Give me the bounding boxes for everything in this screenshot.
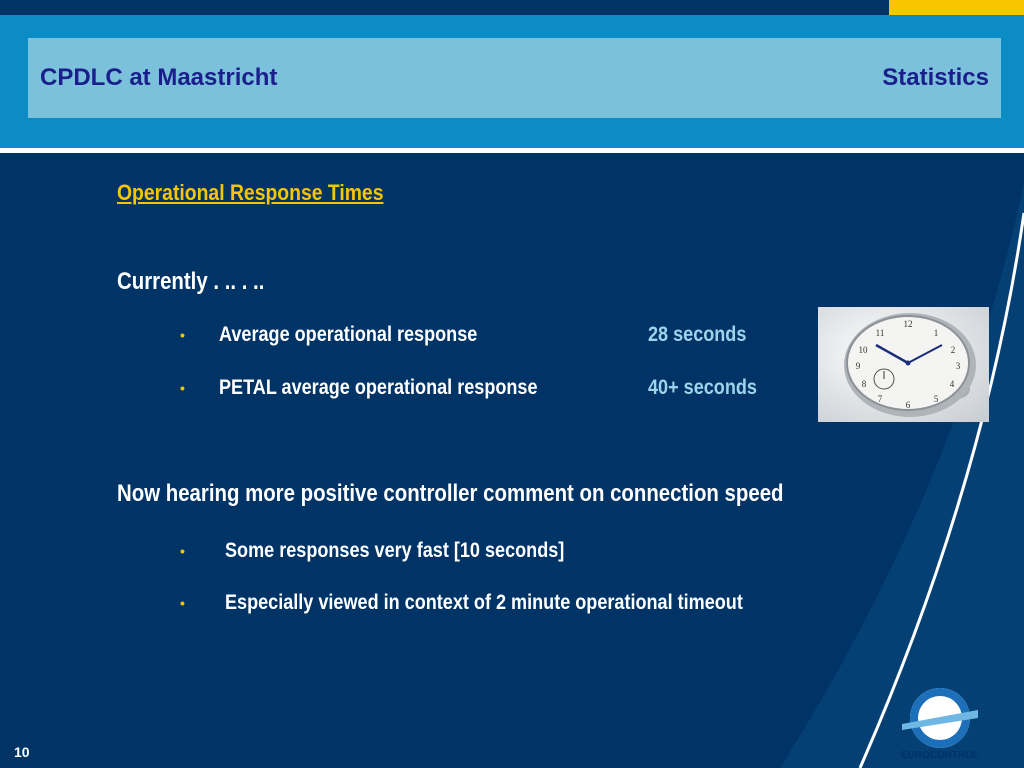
gold-accent-block bbox=[889, 0, 1024, 15]
logo-text: EUROCONTROL bbox=[900, 750, 980, 761]
list-item-label: Average operational response bbox=[219, 323, 478, 346]
pocket-watch-image bbox=[818, 307, 989, 422]
svg-text:10: 10 bbox=[858, 345, 868, 355]
list-item-label: PETAL average operational response bbox=[219, 376, 538, 399]
eurocontrol-logo-icon bbox=[888, 682, 992, 748]
svg-text:2: 2 bbox=[950, 345, 956, 355]
list-item-label: Especially viewed in context of 2 minute operational timeout bbox=[225, 591, 743, 614]
controller-comment-lead: Now hearing more positive controller comment on connection speed bbox=[117, 480, 784, 507]
bullet-icon: • bbox=[180, 543, 185, 559]
pocket-watch-icon bbox=[818, 307, 989, 422]
bullet-icon: • bbox=[180, 380, 185, 396]
section-heading: Operational Response Times bbox=[117, 180, 384, 205]
svg-text:6: 6 bbox=[905, 400, 911, 410]
svg-text:5: 5 bbox=[933, 394, 939, 404]
bullet-icon: • bbox=[180, 327, 185, 343]
list-item-value: 28 seconds bbox=[648, 323, 747, 346]
svg-text:11: 11 bbox=[875, 328, 885, 338]
top-strip bbox=[0, 0, 1024, 15]
list-item-label: Some responses very fast [10 seconds] bbox=[225, 539, 565, 562]
slide-section-title: Statistics bbox=[882, 64, 989, 91]
svg-text:9: 9 bbox=[855, 361, 861, 371]
svg-text:3: 3 bbox=[955, 361, 961, 371]
slide-title: CPDLC at Maastricht bbox=[40, 64, 278, 91]
decorative-curve bbox=[0, 153, 1024, 768]
title-box bbox=[28, 38, 1001, 118]
bullet-icon: • bbox=[180, 595, 185, 611]
list-item-value: 40+ seconds bbox=[648, 376, 757, 399]
svg-text:4: 4 bbox=[949, 379, 955, 389]
page-number: 10 bbox=[14, 744, 30, 760]
svg-text:1: 1 bbox=[933, 328, 939, 338]
currently-lead: Currently . .. . .. bbox=[117, 268, 265, 295]
svg-text:12: 12 bbox=[903, 319, 913, 329]
eurocontrol-logo bbox=[888, 682, 992, 764]
svg-text:8: 8 bbox=[861, 379, 867, 389]
svg-text:7: 7 bbox=[877, 394, 883, 404]
